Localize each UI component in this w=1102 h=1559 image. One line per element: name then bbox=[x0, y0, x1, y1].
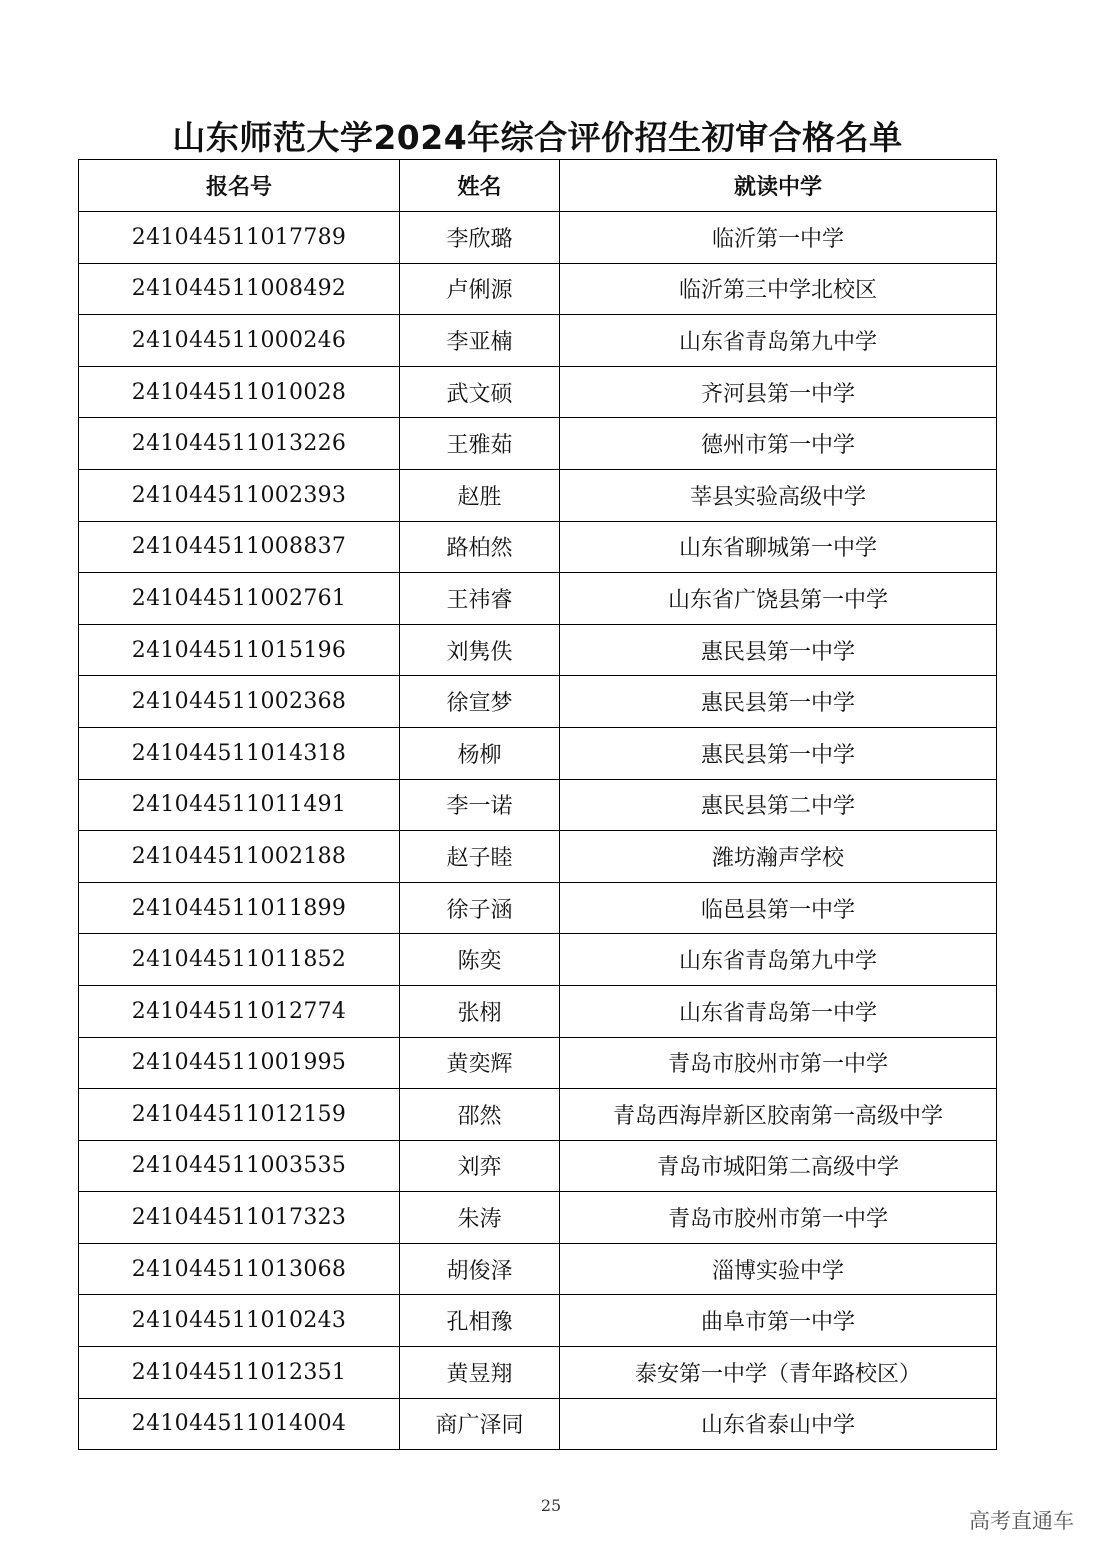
table-row bbox=[79, 573, 997, 625]
student-name-cell: 张栩 bbox=[400, 985, 560, 1037]
school-name-cell: 山东省青岛第九中学 bbox=[560, 315, 997, 367]
student-name-cell: 卢俐源 bbox=[400, 263, 560, 315]
school-name-cell: 惠民县第二中学 bbox=[560, 779, 997, 831]
student-name-cell: 刘隽佚 bbox=[400, 624, 560, 676]
school-name-cell: 临邑县第一中学 bbox=[560, 882, 997, 934]
table-row bbox=[79, 1243, 997, 1295]
table-row bbox=[79, 315, 997, 367]
registration-number-cell: 241044511002761 bbox=[79, 573, 400, 625]
school-name-cell: 齐河县第一中学 bbox=[560, 366, 997, 418]
school-name-cell: 潍坊瀚声学校 bbox=[560, 831, 997, 883]
table-row bbox=[79, 985, 997, 1037]
student-name-cell: 陈奕 bbox=[400, 934, 560, 986]
student-name-cell: 刘弈 bbox=[400, 1140, 560, 1192]
table-row bbox=[79, 1192, 997, 1244]
registration-number-cell: 241044511012159 bbox=[79, 1089, 400, 1141]
school-name-cell: 青岛市胶州市第一中学 bbox=[560, 1037, 997, 1089]
school-name-cell: 泰安第一中学（青年路校区） bbox=[560, 1347, 997, 1399]
registration-number-cell: 241044511002188 bbox=[79, 831, 400, 883]
table-header-row bbox=[79, 160, 997, 212]
table-row bbox=[79, 1037, 997, 1089]
school-name-cell: 惠民县第一中学 bbox=[560, 624, 997, 676]
registration-number-cell: 241044511010243 bbox=[79, 1295, 400, 1347]
table-row bbox=[79, 676, 997, 728]
table-row bbox=[79, 934, 997, 986]
registration-number-cell: 241044511011852 bbox=[79, 934, 400, 986]
table-row bbox=[79, 1295, 997, 1347]
student-name-cell: 徐子涵 bbox=[400, 882, 560, 934]
table-row bbox=[79, 521, 997, 573]
student-name-cell: 王雅茹 bbox=[400, 418, 560, 470]
registration-number-cell: 241044511013068 bbox=[79, 1243, 400, 1295]
student-name-cell: 朱涛 bbox=[400, 1192, 560, 1244]
school-name-cell: 山东省泰山中学 bbox=[560, 1398, 997, 1450]
registration-number-cell: 241044511001995 bbox=[79, 1037, 400, 1089]
page-number: 25 bbox=[540, 1496, 562, 1515]
table-row bbox=[79, 1347, 997, 1399]
registration-number-cell: 241044511012774 bbox=[79, 985, 400, 1037]
table-row bbox=[79, 366, 997, 418]
student-name-cell: 李亚楠 bbox=[400, 315, 560, 367]
registration-number-cell: 241044511008837 bbox=[79, 521, 400, 573]
table-row bbox=[79, 831, 997, 883]
registration-number-cell: 241044511002368 bbox=[79, 676, 400, 728]
registration-number-cell: 241044511011491 bbox=[79, 779, 400, 831]
school-name-cell: 山东省青岛第一中学 bbox=[560, 985, 997, 1037]
student-name-cell: 路柏然 bbox=[400, 521, 560, 573]
column-header-school: 就读中学 bbox=[560, 160, 997, 212]
watermark: 高考直通车 bbox=[969, 1509, 1074, 1533]
registration-number-cell: 241044511014318 bbox=[79, 727, 400, 779]
table-row bbox=[79, 1398, 997, 1450]
column-header-registration-number: 报名号 bbox=[79, 160, 400, 212]
page-title: 山东师范大学2024年综合评价招生初审合格名单 bbox=[172, 118, 903, 157]
student-name-cell: 胡俊泽 bbox=[400, 1243, 560, 1295]
table-row bbox=[79, 882, 997, 934]
school-name-cell: 临沂第一中学 bbox=[560, 212, 997, 264]
school-name-cell: 山东省广饶县第一中学 bbox=[560, 573, 997, 625]
student-name-cell: 黄昱翔 bbox=[400, 1347, 560, 1399]
table-row bbox=[79, 212, 997, 264]
registration-number-cell: 241044511010028 bbox=[79, 366, 400, 418]
student-name-cell: 武文硕 bbox=[400, 366, 560, 418]
table-row bbox=[79, 263, 997, 315]
registration-number-cell: 241044511017323 bbox=[79, 1192, 400, 1244]
student-name-cell: 商广泽同 bbox=[400, 1398, 560, 1450]
table-row bbox=[79, 624, 997, 676]
table-row bbox=[79, 1140, 997, 1192]
student-name-cell: 黄奕辉 bbox=[400, 1037, 560, 1089]
registration-number-cell: 241044511015196 bbox=[79, 624, 400, 676]
student-name-cell: 王祎睿 bbox=[400, 573, 560, 625]
school-name-cell: 曲阜市第一中学 bbox=[560, 1295, 997, 1347]
school-name-cell: 惠民县第一中学 bbox=[560, 727, 997, 779]
table-body bbox=[79, 212, 997, 1450]
registration-number-cell: 241044511017789 bbox=[79, 212, 400, 264]
school-name-cell: 山东省青岛第九中学 bbox=[560, 934, 997, 986]
table-row bbox=[79, 1089, 997, 1141]
table-row bbox=[79, 727, 997, 779]
student-name-cell: 杨柳 bbox=[400, 727, 560, 779]
school-name-cell: 德州市第一中学 bbox=[560, 418, 997, 470]
table-row bbox=[79, 779, 997, 831]
student-name-cell: 赵胜 bbox=[400, 469, 560, 521]
registration-number-cell: 241044511011899 bbox=[79, 882, 400, 934]
admission-list-table bbox=[78, 159, 997, 1450]
registration-number-cell: 241044511008492 bbox=[79, 263, 400, 315]
registration-number-cell: 241044511003535 bbox=[79, 1140, 400, 1192]
school-name-cell: 莘县实验高级中学 bbox=[560, 469, 997, 521]
registration-number-cell: 241044511013226 bbox=[79, 418, 400, 470]
registration-number-cell: 241044511012351 bbox=[79, 1347, 400, 1399]
student-name-cell: 徐宣梦 bbox=[400, 676, 560, 728]
school-name-cell: 淄博实验中学 bbox=[560, 1243, 997, 1295]
school-name-cell: 惠民县第一中学 bbox=[560, 676, 997, 728]
school-name-cell: 青岛市胶州市第一中学 bbox=[560, 1192, 997, 1244]
registration-number-cell: 241044511000246 bbox=[79, 315, 400, 367]
column-header-name: 姓名 bbox=[400, 160, 560, 212]
registration-number-cell: 241044511014004 bbox=[79, 1398, 400, 1450]
student-name-cell: 李欣璐 bbox=[400, 212, 560, 264]
student-name-cell: 李一诺 bbox=[400, 779, 560, 831]
school-name-cell: 临沂第三中学北校区 bbox=[560, 263, 997, 315]
student-name-cell: 赵子睦 bbox=[400, 831, 560, 883]
registration-number-cell: 241044511002393 bbox=[79, 469, 400, 521]
school-name-cell: 青岛市城阳第二高级中学 bbox=[560, 1140, 997, 1192]
table-row bbox=[79, 469, 997, 521]
school-name-cell: 山东省聊城第一中学 bbox=[560, 521, 997, 573]
student-name-cell: 孔相豫 bbox=[400, 1295, 560, 1347]
student-name-cell: 邵然 bbox=[400, 1089, 560, 1141]
school-name-cell: 青岛西海岸新区胶南第一高级中学 bbox=[560, 1089, 997, 1141]
table-row bbox=[79, 418, 997, 470]
